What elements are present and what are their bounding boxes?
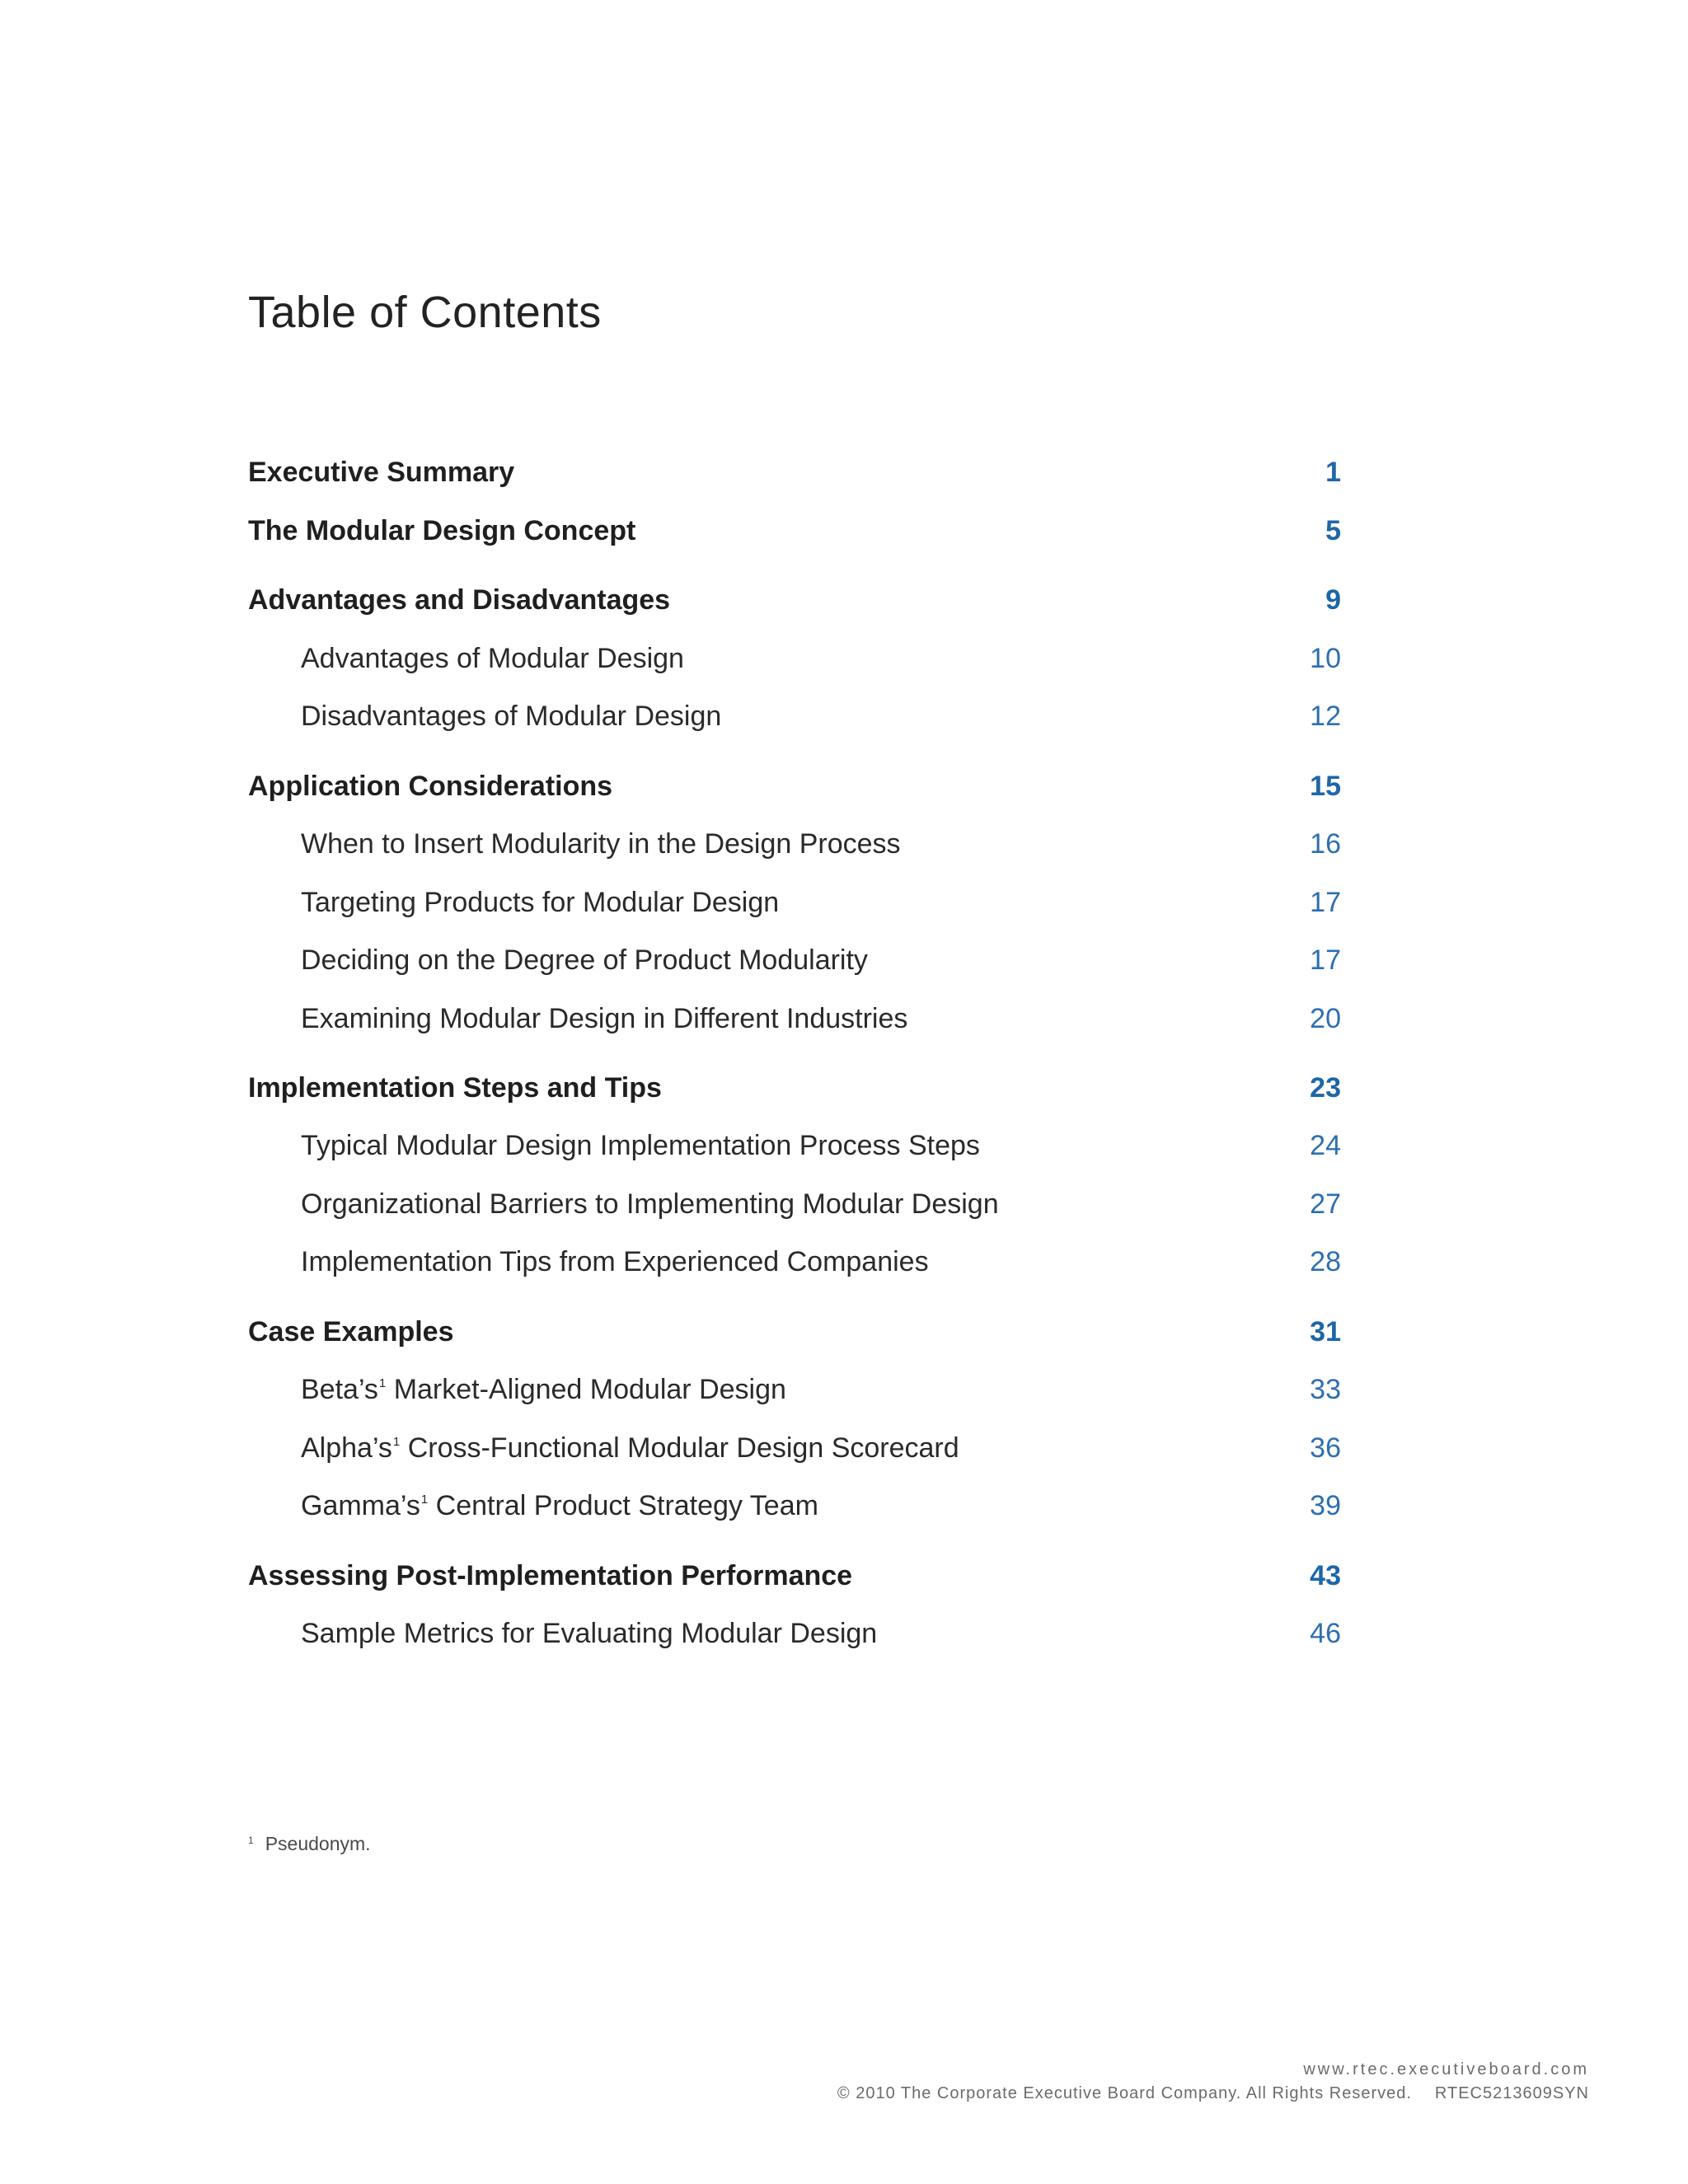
toc-entry-label: Case Examples (248, 1316, 454, 1347)
toc-entry-alpha-case[interactable] (248, 1432, 1341, 1465)
toc-entry-page-number: 12 (1310, 701, 1341, 732)
toc-entry-label: The Modular Design Concept (248, 515, 636, 546)
toc-entry-page-number: 9 (1325, 584, 1341, 616)
toc-entry-page-number: 5 (1325, 515, 1341, 546)
toc-entry-page-number: 27 (1310, 1188, 1341, 1220)
toc-entry-page-number: 23 (1310, 1072, 1341, 1104)
toc-entry-application-considerations[interactable] (248, 770, 1341, 803)
toc-entry-advantages[interactable] (248, 642, 1341, 675)
toc-entry-beta-case[interactable] (248, 1373, 1341, 1406)
footer-url[interactable]: www.rtec.executiveboard.com (1303, 2060, 1589, 2079)
page-title: Table of Contents (248, 288, 602, 337)
toc-entry-label: Sample Metrics for Evaluating Modular Design (301, 1618, 878, 1649)
toc-entry-implementation-steps[interactable] (248, 1071, 1341, 1104)
footer-document-code: RTEC5213609SYN (1434, 2084, 1589, 2102)
toc-entry-page-number: 43 (1310, 1560, 1341, 1591)
toc-entry-sample-metrics[interactable] (248, 1617, 1341, 1650)
toc-entry-label: Assessing Post-Implementation Performance (248, 1560, 853, 1591)
toc-entry-label-text: Cross-Functional Modular Design Scorecard (407, 1432, 959, 1464)
footnote-marker: 1 (248, 1835, 254, 1846)
toc-entry-label: Disadvantages of Modular Design (301, 701, 722, 732)
footnote-reference: 1 (378, 1376, 387, 1390)
toc-entry-disadvantages[interactable] (248, 700, 1341, 733)
toc-entry-page-number: 24 (1310, 1130, 1341, 1161)
toc-entry-label: Typical Modular Design Implementation Process Steps (301, 1130, 980, 1161)
toc-entry-advantages-disadvantages[interactable] (248, 583, 1341, 616)
toc-entry-page-number: 15 (1310, 771, 1341, 802)
toc-entry-label: Advantages and Disadvantages (248, 584, 671, 616)
toc-entry-label: Implementation Steps and Tips (248, 1072, 662, 1104)
toc-entry-label-prefix: Beta’s (301, 1374, 378, 1405)
toc-entry-page-number: 17 (1310, 887, 1341, 918)
toc-entry-modular-design-concept[interactable] (248, 514, 1341, 547)
toc-entry-page-number: 28 (1310, 1246, 1341, 1277)
toc-entry-label: Application Considerations (248, 771, 613, 802)
toc-entry-case-examples[interactable] (248, 1315, 1341, 1348)
toc-entry-different-industries[interactable] (248, 1002, 1341, 1035)
toc-entry-label (248, 1489, 818, 1522)
toc-entry-page-number: 1 (1325, 457, 1341, 488)
footnote-reference: 1 (392, 1435, 401, 1449)
footnote-reference: 1 (420, 1493, 429, 1507)
toc-entry-label: When to Insert Modularity in the Design Process (301, 828, 901, 860)
toc-entry-label: Targeting Products for Modular Design (301, 887, 780, 918)
toc-entry-page-number: 46 (1310, 1618, 1341, 1649)
toc-entry-process-steps[interactable] (248, 1129, 1341, 1162)
toc-entry-label-prefix: Alpha’s (301, 1432, 392, 1464)
toc-entry-label: Organizational Barriers to Implementing Modular Design (301, 1188, 999, 1220)
toc-entry-page-number: 31 (1310, 1316, 1341, 1347)
toc-entry-page-number: 20 (1310, 1003, 1341, 1034)
toc-entry-label: Implementation Tips from Experienced Companies (301, 1246, 929, 1277)
toc-entry-post-implementation[interactable] (248, 1559, 1341, 1592)
toc-entry-implementation-tips[interactable] (248, 1245, 1341, 1278)
toc-entry-degree-of-modularity[interactable] (248, 944, 1341, 977)
toc-entry-targeting-products[interactable] (248, 886, 1341, 919)
footer-copyright: © 2010 The Corporate Executive Board Company. All Rights Reserved. (837, 2084, 1412, 2102)
footnote-text: Pseudonym. (265, 1833, 371, 1854)
toc-entry-gamma-case[interactable] (248, 1489, 1341, 1522)
toc-entry-when-to-insert[interactable] (248, 827, 1341, 860)
toc-entry-label (248, 1432, 959, 1465)
toc-entry-page-number: 36 (1310, 1432, 1341, 1464)
toc-entry-label: Advantages of Modular Design (301, 643, 684, 674)
toc-entry-label-text: Central Product Strategy Team (435, 1490, 818, 1521)
toc-entry-label (248, 1373, 786, 1406)
toc-entry-page-number: 39 (1310, 1490, 1341, 1521)
toc-entry-label: Deciding on the Degree of Product Modularity (301, 944, 868, 976)
toc-entry-organizational-barriers[interactable] (248, 1188, 1341, 1221)
toc-entry-label: Executive Summary (248, 457, 515, 488)
footnote (248, 1833, 371, 1855)
toc-entry-label-prefix: Gamma’s (301, 1490, 420, 1521)
toc-entry-label-text: Market-Aligned Modular Design (393, 1374, 786, 1405)
toc-entry-page-number: 16 (1310, 828, 1341, 860)
toc-entry-executive-summary[interactable] (248, 456, 1341, 489)
toc-entry-page-number: 33 (1310, 1374, 1341, 1405)
page-footer (837, 2060, 1589, 2103)
toc-entry-page-number: 10 (1310, 643, 1341, 674)
toc-entry-label: Examining Modular Design in Different Industries (301, 1003, 908, 1034)
footer-copyright-line (837, 2084, 1589, 2103)
toc-entry-page-number: 17 (1310, 944, 1341, 976)
